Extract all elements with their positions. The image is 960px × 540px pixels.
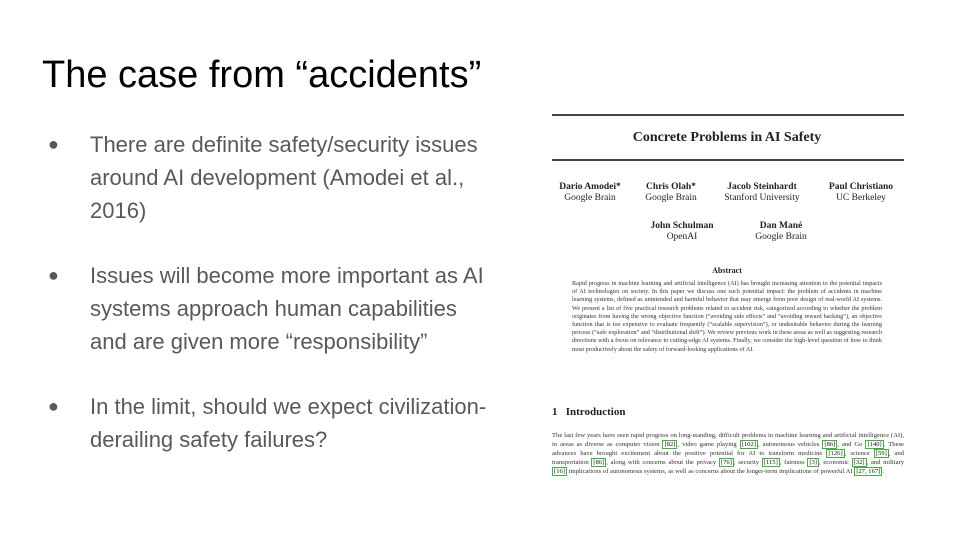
paper-author bbox=[636, 221, 728, 243]
bullet-text: Issues will become more important as AI systems approach human capabilities and are given more “responsibility” bbox=[90, 263, 484, 354]
paper-author bbox=[818, 182, 904, 204]
bullet-item bbox=[48, 259, 488, 358]
intro-text: . These advances have brought excitement about the positive potential for AI to transform medicine bbox=[552, 440, 904, 457]
section-title: Introduction bbox=[565, 406, 626, 418]
paper-author bbox=[712, 182, 812, 204]
citation-link: [16] bbox=[554, 467, 565, 475]
bullet-dot-icon: ● bbox=[48, 134, 59, 154]
author-name: Chris Olah* bbox=[646, 182, 696, 192]
author-affiliation: UC Berkeley bbox=[836, 193, 886, 203]
paper-author bbox=[552, 182, 628, 204]
intro-text: The last few years have seen rapid progress on long-standing, difficult problems in machine learning and artificial intelligence (AI), in areas as diverse as computer vision bbox=[552, 432, 904, 448]
intro-text: , fairness bbox=[779, 458, 808, 466]
abstract-text: Rapid progress in machine learning and artificial intelligence (AI) has brought increasing attention to the potential impacts of AI technologies on society. In this paper we discuss one such potential impact: the problem of accidents in machine learning systems, defined as unintended and harmful behavior that may emerge from poor design of real-world AI systems. We present a list of five practical research problems related to accident risk, categorized according to whether the problem originates from having the wrong objective function (“avoiding side effects” and “avoiding reward hacking”), an objective function that is too expensive to evaluate frequently (“scalable supervision”), or undesirable behavior during the learning process (“safe exploration” and “distributional shift”). We review previous work in these areas as well as suggesting research directions with a focus on relevance to cutting-edge AI systems. Finally, we consider the high-level question of how to think most productively about the safety of forward-looking applications of AI. bbox=[572, 280, 882, 353]
citation-link: [32] bbox=[853, 458, 865, 466]
author-affiliation: Google Brain bbox=[564, 193, 616, 203]
bullet-text: There are definite safety/security issues around AI development (Amodei et al., 2016) bbox=[90, 132, 478, 223]
abstract-heading: Abstract bbox=[712, 266, 742, 275]
citation-link: [27, 167] bbox=[856, 467, 881, 475]
citation-link: [3] bbox=[809, 458, 818, 466]
bullet-item bbox=[48, 390, 488, 456]
author-name: John Schulman bbox=[650, 221, 714, 231]
paper-title: Concrete Problems in AI Safety bbox=[632, 130, 822, 145]
bullet-text: In the limit, should we expect civilization-derailing safety failures? bbox=[90, 394, 487, 452]
paper-author bbox=[746, 221, 816, 243]
slide-title: The case from “accidents” bbox=[42, 54, 482, 96]
paper-author bbox=[636, 182, 706, 204]
citation-link: [115] bbox=[763, 458, 778, 466]
paper-top-rule bbox=[552, 114, 904, 116]
author-name: Dan Mané bbox=[759, 221, 803, 231]
bullet-dot-icon: ● bbox=[48, 265, 59, 285]
citation-link: [102] bbox=[741, 440, 756, 448]
intro-text: implications of autonomous systems, as well as concerns about the longer-term implications of powerful AI bbox=[567, 467, 855, 475]
paper-title-rule bbox=[552, 159, 904, 161]
bullet-list bbox=[48, 128, 488, 488]
intro-text: , autonomous vehicles bbox=[757, 440, 823, 448]
intro-text: , and military bbox=[866, 458, 905, 466]
section-heading bbox=[552, 406, 625, 418]
citation-link: [82] bbox=[664, 440, 676, 448]
author-affiliation: Google Brain bbox=[645, 193, 697, 203]
intro-paragraph bbox=[552, 432, 904, 477]
author-name: Paul Christiano bbox=[828, 182, 894, 192]
citation-link: [59] bbox=[875, 449, 887, 457]
citation-link: [126] bbox=[828, 449, 843, 457]
citation-link: [86] bbox=[593, 458, 605, 466]
bullet-dot-icon: ● bbox=[48, 396, 59, 416]
author-affiliation: OpenAI bbox=[666, 232, 698, 242]
paper-screenshot bbox=[548, 110, 906, 502]
bullet-item bbox=[48, 128, 488, 227]
intro-text: , security bbox=[733, 458, 762, 466]
author-affiliation: Google Brain bbox=[755, 232, 807, 242]
citation-link: [76] bbox=[720, 458, 732, 466]
intro-text: , science bbox=[844, 449, 874, 457]
section-number: 1 bbox=[552, 406, 558, 418]
intro-text: , video game playing bbox=[677, 440, 740, 448]
intro-text: , and transportation bbox=[552, 449, 904, 466]
intro-text: , economic bbox=[819, 458, 852, 466]
author-name: Dario Amodei* bbox=[559, 182, 621, 192]
citation-link: [140] bbox=[867, 440, 882, 448]
intro-text: , along with concerns about the privacy bbox=[606, 458, 719, 466]
intro-text: . bbox=[882, 467, 885, 475]
author-affiliation: Stanford University bbox=[724, 193, 800, 203]
author-name: Jacob Steinhardt bbox=[727, 182, 797, 192]
intro-text: , and Go bbox=[837, 440, 866, 448]
citation-link: [86] bbox=[824, 440, 836, 448]
